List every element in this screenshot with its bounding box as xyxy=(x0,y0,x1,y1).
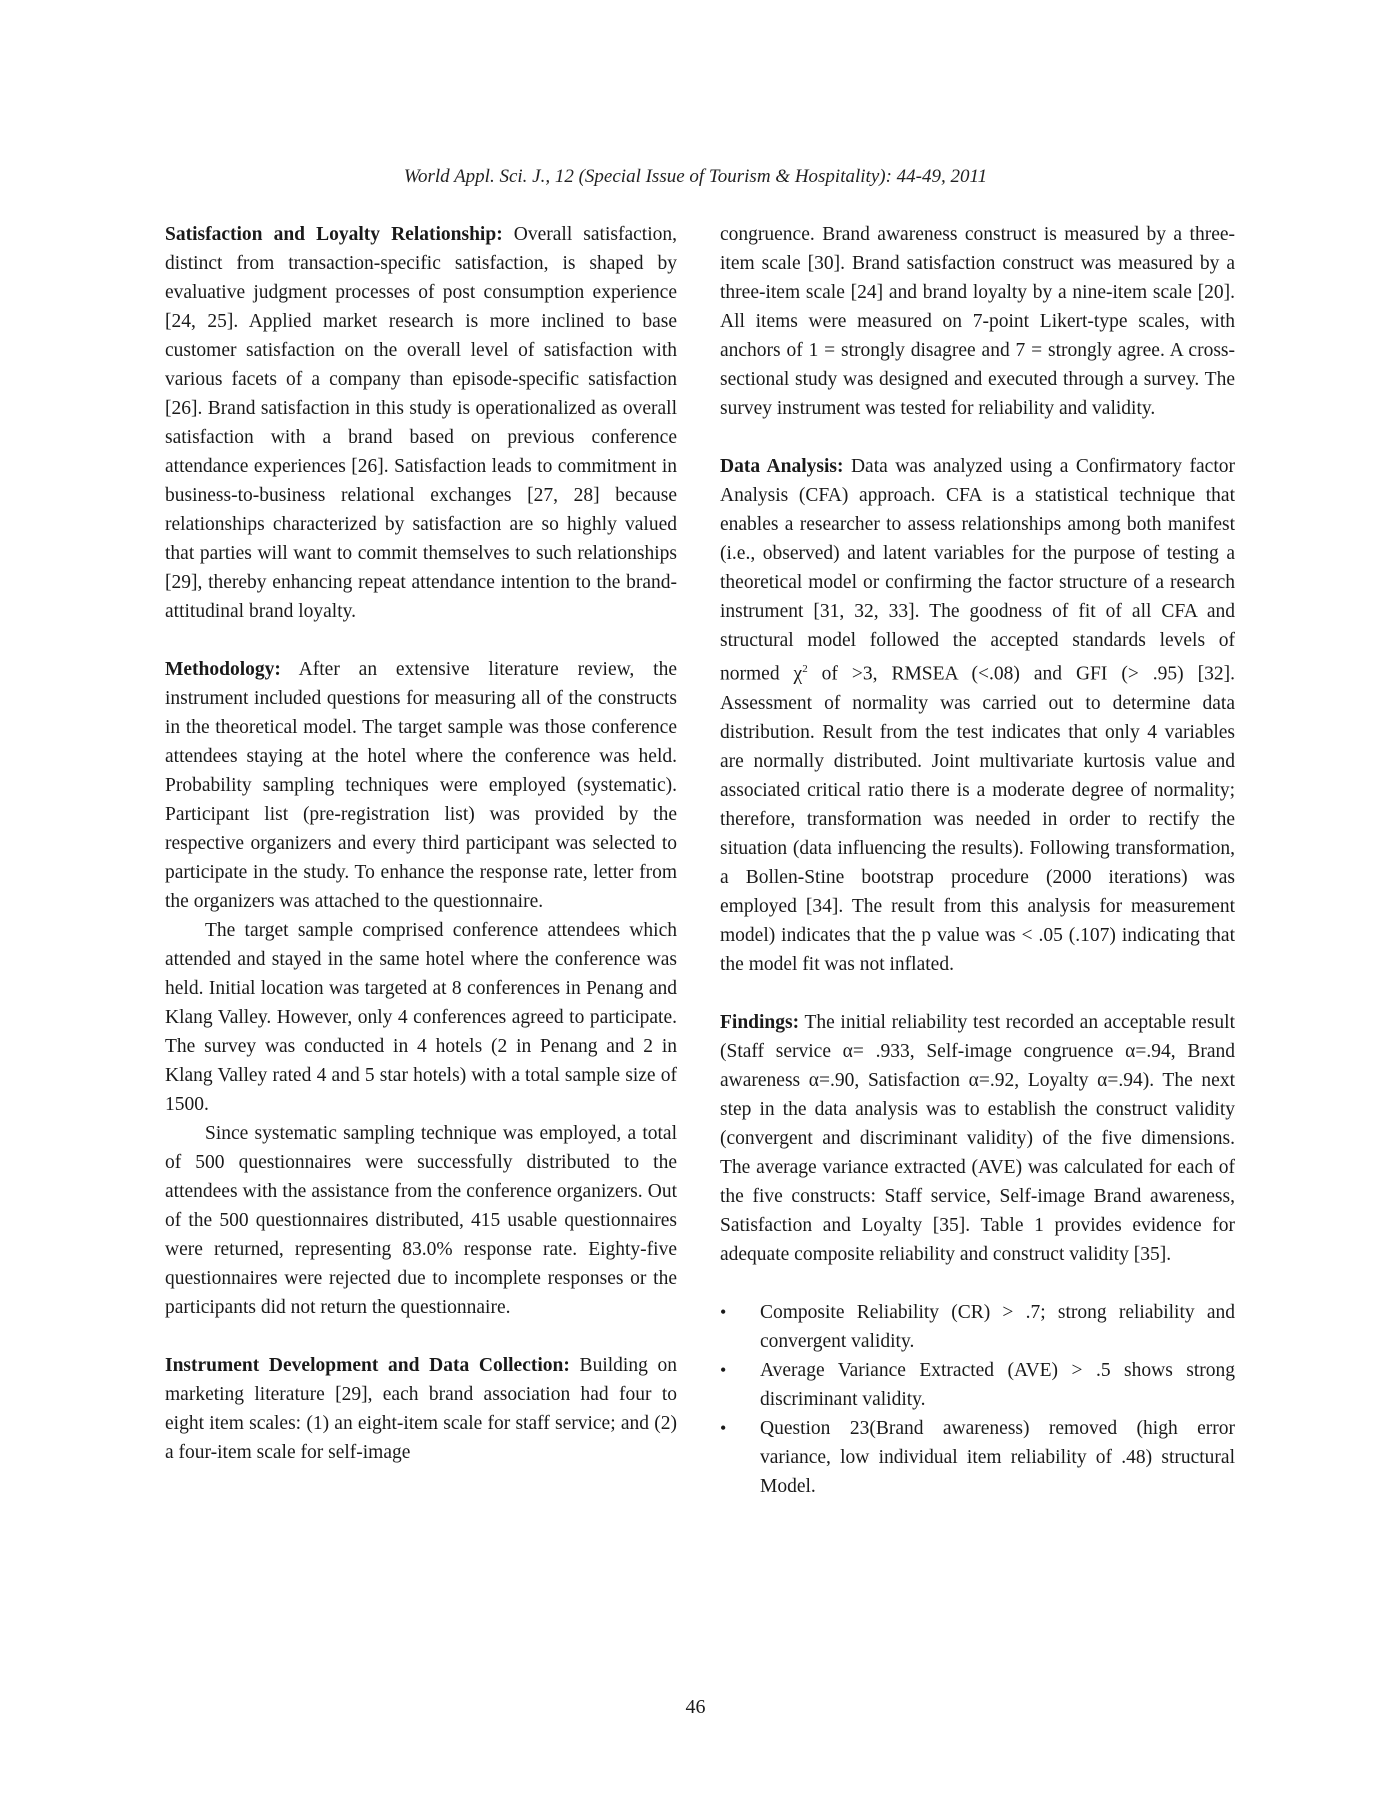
list-item-text: Composite Reliability (CR) > .7; strong reliability and convergent validity. xyxy=(760,1301,1235,1352)
page-number: 46 xyxy=(685,1696,706,1718)
section-text: Overall satisfaction, distinct from transaction-specific satisfaction, is shaped by evaluative judgment processes of post consumption experience [24, 25]. Applied market research is more inclined to base customer satisfaction on the overall level of satisfaction with various facets of a company than episode-specific satisfaction [26]. Brand satisfaction in this study is operationalized as overall satisfaction with a brand based on previous conference attendance experiences [26]. Satisfaction leads to commitment in business-to-business relational exchanges [27, 28] because relationships characterized by satisfaction are so highly valued that parties will want to commit themselves to such relationships [29], thereby enhancing repeat attendance intention to the brand-attitudinal brand loyalty. xyxy=(165,224,677,622)
section-heading: Instrument Development and Data Collection: xyxy=(165,1355,570,1376)
section-data-analysis xyxy=(720,452,1235,979)
bullet-icon: • xyxy=(720,1417,727,1438)
bullet-icon: • xyxy=(720,1301,727,1322)
section-findings xyxy=(720,1008,1235,1269)
paragraph-gap xyxy=(720,423,1235,452)
paragraph-gap xyxy=(165,626,677,655)
list-item xyxy=(720,1356,1235,1414)
instrument-continuation: congruence. Brand awareness construct is measured by a three-item scale [30]. Brand satisfaction construct was measured by a three-item scale [24] and brand loyalty by a nine-item scale [20]. All items were measured on 7-point Likert-type scales, with anchors of 1 = strongly disagree and 7 = strongly agree. A cross-sectional study was designed and executed through a survey. The survey instrument was tested for reliability and validity. xyxy=(720,224,1235,419)
section-text: Data was analyzed using a Confirmatory factor Analysis (CFA) approach. CFA is a statistical technique that enables a researcher to assess relationships among both manifest (i.e., observed) and latent variables for the purpose of testing a theoretical model or confirming the factor structure of a research instrument [31, 32, 33]. The goodness of fit of all CFA and structural model followed the accepted standards levels of normed xyxy=(720,456,1235,685)
section-satisfaction-loyalty xyxy=(165,220,677,626)
list-item xyxy=(720,1298,1235,1356)
list-item-text: Average Variance Extracted (AVE) > .5 shows strong discriminant validity. xyxy=(760,1359,1235,1410)
left-column xyxy=(165,220,677,1467)
methodology-paragraph: The target sample comprised conference attendees which attended and stayed in the same hotel where the conference was held. Initial location was targeted at 8 conferences in Penang and Klang Valley. However, only 4 conferences agreed to participate. The survey was conducted in 4 hotels (2 in Penang and 2 in Klang Valley rated 4 and 5 star hotels) with a total sample size of 1500. xyxy=(165,920,677,1115)
section-heading: Data Analysis: xyxy=(720,456,844,477)
section-text: The initial reliability test recorded an acceptable result (Staff service α= .933, Self-image congruence α=.94, Brand awareness α=.90, Satisfaction α=.92, Loyalty α=.94). The next step in the data analysis was to establish the construct validity (convergent and discriminant validity) of the five dimensions. The average variance extracted (AVE) was calculated for each of the five constructs: Staff service, Self-image Brand awareness, Satisfaction and Loyalty [35]. Table 1 provides evidence for adequate composite reliability and construct validity [35]. xyxy=(720,1011,1235,1265)
running-head: World Appl. Sci. J., 12 (Special Issue of Tourism & Hospitality): 44-49, 2011 xyxy=(403,166,988,187)
section-text: of >3, RMSEA (<.08) and GFI (> .95) [32]. Assessment of normality was carried out to determine data distribution. Result from the test indicates that only 4 variables are normally distributed. Joint multivariate kurtosis value and associated critical ratio there is a moderate degree of normality; therefore, transformation was needed in order to rectify the situation (data influencing the results). Following transformation, a Bollen-Stine bootstrap procedure (2000 iterations) was employed [34]. The result from this analysis for measurement model) indicates that the p value was < .05 (.107) indicating that the model fit was not inflated. xyxy=(720,663,1235,975)
section-heading: Satisfaction and Loyalty Relationship: xyxy=(165,224,503,245)
paragraph-gap xyxy=(165,1322,677,1351)
section-text: Building on marketing literature [29], each brand association had four to eight item scales: (1) an eight-item scale for staff service; and (2) a four-item scale for self-image xyxy=(165,1355,677,1463)
list-item-text: Question 23(Brand awareness) removed (high error variance, low individual item reliability of .48) structural Model. xyxy=(760,1417,1235,1497)
section-methodology xyxy=(165,655,677,916)
section-text: After an extensive literature review, the instrument included questions for measuring all of the constructs in the theoretical model. The target sample was those conference attendees staying at the hotel where the conference was held. Probability sampling techniques were employed (systematic). Participant list (pre-registration list) was provided by the respective organizers and every third participant was selected to participate in the study. To enhance the response rate, letter from the organizers was attached to the questionnaire. xyxy=(165,659,677,912)
section-heading: Findings: xyxy=(720,1011,800,1033)
right-column xyxy=(720,220,1235,1501)
bullet-icon: • xyxy=(720,1359,727,1380)
list-item xyxy=(720,1414,1235,1501)
paragraph-gap xyxy=(720,979,1235,1008)
methodology-paragraph: Since systematic sampling technique was employed, a total of 500 questionnaires were successfully distributed to the attendees with the assistance from the conference organizers. Out of the 500 questionnaires distributed, 415 usable questionnaires were returned, representing 83.0% response rate. Eighty-five questionnaires were rejected due to incomplete responses or the participants did not return the questionnaire. xyxy=(165,1123,677,1318)
paragraph-gap xyxy=(720,1269,1235,1298)
section-heading: Methodology: xyxy=(165,659,281,680)
chi-square-superscript: 2 xyxy=(802,663,808,675)
section-instrument-development xyxy=(165,1351,677,1467)
chi-square-symbol: χ xyxy=(793,663,803,685)
criteria-list xyxy=(720,1298,1235,1501)
